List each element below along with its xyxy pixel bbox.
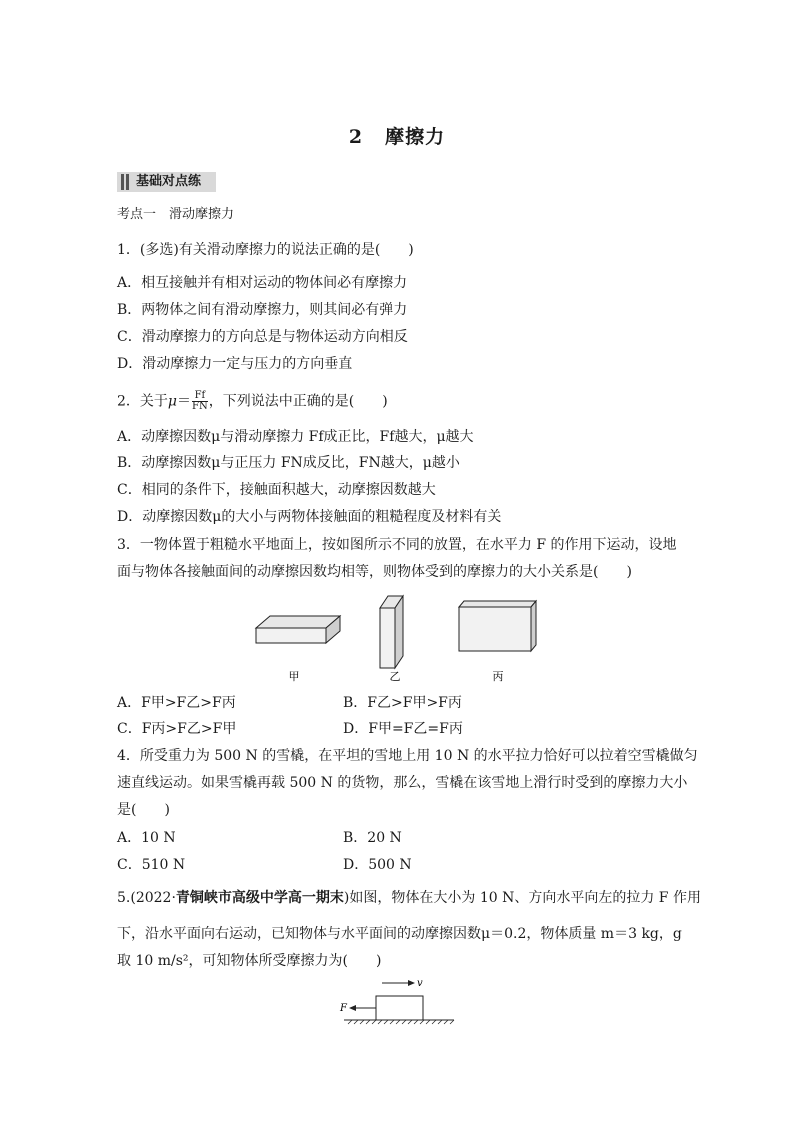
q4-option-c: C．510 N [117, 857, 186, 873]
q2-prefix: 2．关于 [117, 393, 168, 410]
title-number: 2 [348, 126, 364, 148]
q3-stem-line2: 面与物体各接触面间的动摩擦因数均相等，则物体受到的摩擦力的大小关系是( ) [117, 564, 632, 580]
force-label: F [340, 1003, 347, 1014]
q2-fraction [192, 391, 208, 412]
q1-option-a: A．相互接触并有相对运动的物体间必有摩擦力 [117, 275, 408, 291]
q2-option-a: A．动摩擦因数μ与滑动摩擦力 Ff成正比，Ff越大，μ越大 [117, 429, 474, 445]
q2-frac-numerator: Ff [192, 391, 208, 402]
q1-option-d: D．滑动摩擦力一定与压力的方向垂直 [117, 356, 353, 372]
page-title [0, 122, 794, 149]
q1-option-c: C．滑动摩擦力的方向总是与物体运动方向相反 [117, 329, 408, 345]
block-bing [459, 601, 536, 651]
q5-stem-line1 [117, 889, 701, 907]
q4-option-a: A．10 N [117, 830, 176, 846]
title-text: 摩擦力 [385, 126, 446, 148]
q1-stem: 1．(多选)有关滑动摩擦力的说法正确的是( ) [117, 242, 414, 258]
velocity-arrowhead [408, 980, 415, 986]
q4-stem-line1: 4．所受重力为 500 N 的雪橇，在平坦的雪地上用 10 N 的水平拉力恰好可以拉着空雪橇做匀 [117, 748, 698, 764]
label-yi: 乙 [389, 670, 401, 683]
q2-option-b: B．动摩擦因数μ与正压力 FN成反比，FN越大，μ越小 [117, 455, 460, 471]
tag-bar [126, 174, 129, 190]
q2-option-d: D．动摩擦因数μ的大小与两物体接触面的粗糙程度及材料有关 [117, 509, 502, 525]
q5-prefix: 5.(2022· [117, 890, 176, 906]
topic-heading: 考点一 滑动摩擦力 [117, 207, 235, 222]
q4-stem-line2: 速直线运动。如果雪橇再载 500 N 的货物，那么，雪橇在该雪地上滑行时受到的摩擦力大小 [117, 775, 688, 791]
q1-option-b: B．两物体之间有滑动摩擦力，则其间必有弹力 [117, 302, 408, 318]
q2-frac-denominator: FN [192, 401, 208, 412]
block [376, 996, 423, 1020]
label-bing: 丙 [492, 670, 504, 683]
q3-option-d: D．F甲=F乙=F丙 [343, 721, 463, 737]
block-yi [380, 596, 403, 668]
q2-equals: ＝ [177, 393, 192, 410]
q3-option-b: B．F乙>F甲>F丙 [343, 695, 462, 711]
ground-hatch [348, 1020, 454, 1024]
section-tag-label: 基础对点练 [136, 174, 202, 189]
q5-figure [336, 974, 460, 1026]
tag-bar [121, 174, 124, 190]
force-arrowhead [349, 1005, 356, 1011]
q4-option-d: D．500 N [343, 857, 412, 873]
q5-suffix: )如图，物体在大小为 10 N、方向水平向左的拉力 F 作用 [343, 890, 701, 906]
q2-suffix: ，下列说法中正确的是( ) [208, 393, 388, 410]
q3-option-c: C．F丙>F乙>F甲 [117, 721, 237, 737]
q2-option-c: C．相同的条件下，接触面积越大，动摩擦因数越大 [117, 482, 436, 498]
q3-figure [240, 588, 560, 688]
q5-stem-line3: 取 10 m/s²，可知物体所受摩擦力为( ) [117, 953, 382, 969]
q5-source: 青铜峡市高级中学高一期末 [175, 890, 344, 906]
q5-stem-line2: 下，沿水平面向右运动，已知物体与水平面间的动摩擦因数μ＝0.2，物体质量 m＝3 kg，g [117, 926, 682, 942]
q4-option-b: B．20 N [343, 830, 402, 846]
q3-option-a: A．F甲>F乙>F丙 [117, 695, 236, 711]
velocity-label: v [417, 978, 423, 989]
section-tag [117, 172, 216, 192]
q3-stem-line1: 3．一物体置于粗糙水平地面上，按如图所示不同的放置，在水平力 F 的作用下运动，设地 [117, 537, 677, 553]
label-jia: 甲 [288, 670, 300, 683]
q2-mu: μ [167, 393, 178, 410]
block-jia [256, 616, 340, 643]
q4-stem-line3: 是( ) [117, 802, 170, 818]
q2-stem [117, 391, 388, 412]
